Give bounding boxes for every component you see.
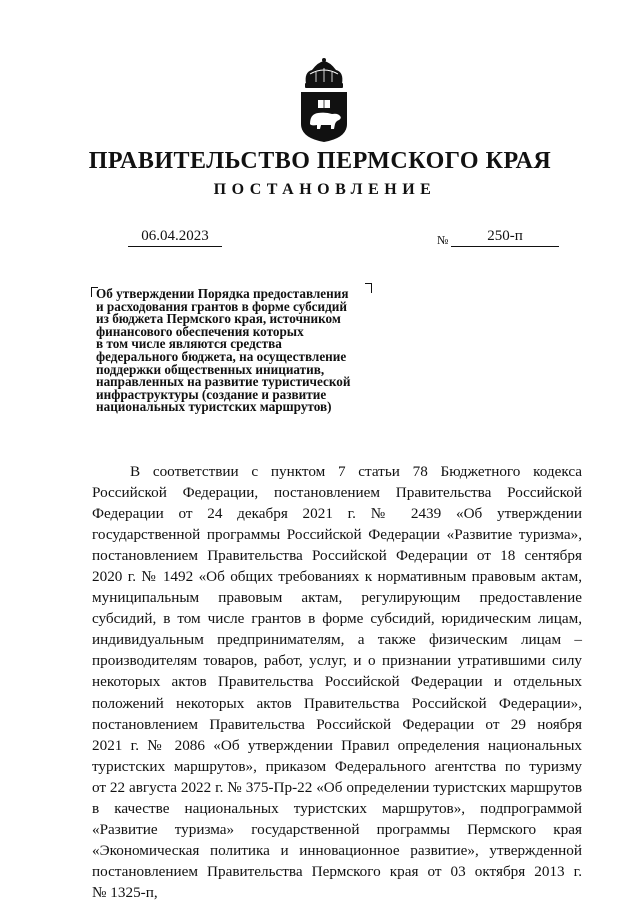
body-line: Федерации от 24 декабря 2021 г. № 2439 «Об утверждении — [92, 505, 582, 523]
body-line: постановлением Правительства Российской Федерации от 18 сентября — [92, 547, 582, 565]
subject-line: инфраструктуры (создание и развитие — [96, 386, 327, 402]
document-subject — [96, 288, 396, 414]
body-line: субсидий, в том числе грантов в форме субсидий, юридическим лицам, — [92, 610, 582, 628]
body-line: в качестве национальных туристских маршрутов», подпрограммой — [92, 799, 582, 817]
body-line: производителям товаров, работ, услуг, и о признании утратившими силу — [92, 652, 582, 670]
body-line: В соответствии с пунктом 7 статьи 78 Бюджетного кодекса — [130, 463, 582, 480]
body-line: «Экономическая политика и инновационное развитие», утвержденной — [92, 841, 582, 859]
body-line: индивидуальным предпринимателям, а также физическим лицам – — [92, 631, 582, 649]
body-line: туристских маршрутов», приказом Федерального агентства по туризму — [92, 757, 582, 775]
body-line: некоторых актов Правительства Российской Федерации и отдельных — [92, 673, 582, 691]
body-line: от 22 августа 2022 г. № 375-Пр-22 «Об определении туристских маршрутов — [92, 778, 582, 796]
subject-line: Об утверждении Порядка предоставления — [96, 286, 349, 301]
body-line: постановлением Правительства Российской Федерации от 29 ноября — [92, 715, 582, 733]
subject-line: из бюджета Пермского края, источником — [96, 311, 341, 327]
subject-line: и расходования грантов в форме субсидий — [96, 298, 348, 314]
perm-krai-coat-of-arms-icon — [296, 58, 352, 142]
body-line: 2020 г. № 1492 «Об общих требованиях к нормативным правовым актам, — [92, 568, 582, 586]
number-sign: № — [437, 233, 449, 247]
government-title: ПРАВИТЕЛЬСТВО ПЕРМСКОГО КРАЯ — [88, 148, 552, 174]
body-line: 2021 г. № 2086 «Об утверждении Правил определения национальных — [92, 736, 582, 754]
subject-line: федерального бюджета, на осуществление — [96, 348, 347, 364]
body-paragraph — [92, 461, 582, 903]
subject-line: в том числе являются средства — [96, 336, 282, 352]
subject-line: национальных туристских маршрутов) — [96, 399, 332, 415]
document-date: 06.04.2023 — [128, 228, 222, 247]
body-line: постановлением Правительства Пермского края от 03 октября 2013 г. — [92, 862, 582, 880]
subject-line: направленных на развитие туристической — [96, 374, 351, 390]
body-line: Российской Федерации, постановлением Правительства Российской — [92, 484, 582, 502]
subject-line: финансового обеспечения которых — [96, 323, 304, 339]
body-line: муниципальным правовым актам, регулирующим предоставление — [92, 589, 582, 607]
subject-line: поддержки общественных инициатив, — [96, 361, 325, 377]
body-line: положений некоторых актов Правительства Российской Федерации», — [92, 694, 582, 712]
document-number: 250-п — [451, 228, 559, 247]
document-type: ПОСТАНОВЛЕНИЕ — [213, 181, 437, 198]
body-line: № 1325-п, — [92, 883, 158, 901]
body-line: «Развитие туризма» государственной программы Пермского края — [92, 820, 582, 838]
body-line: государственной программы Российской Федерации «Развитие туризма», — [92, 526, 582, 544]
